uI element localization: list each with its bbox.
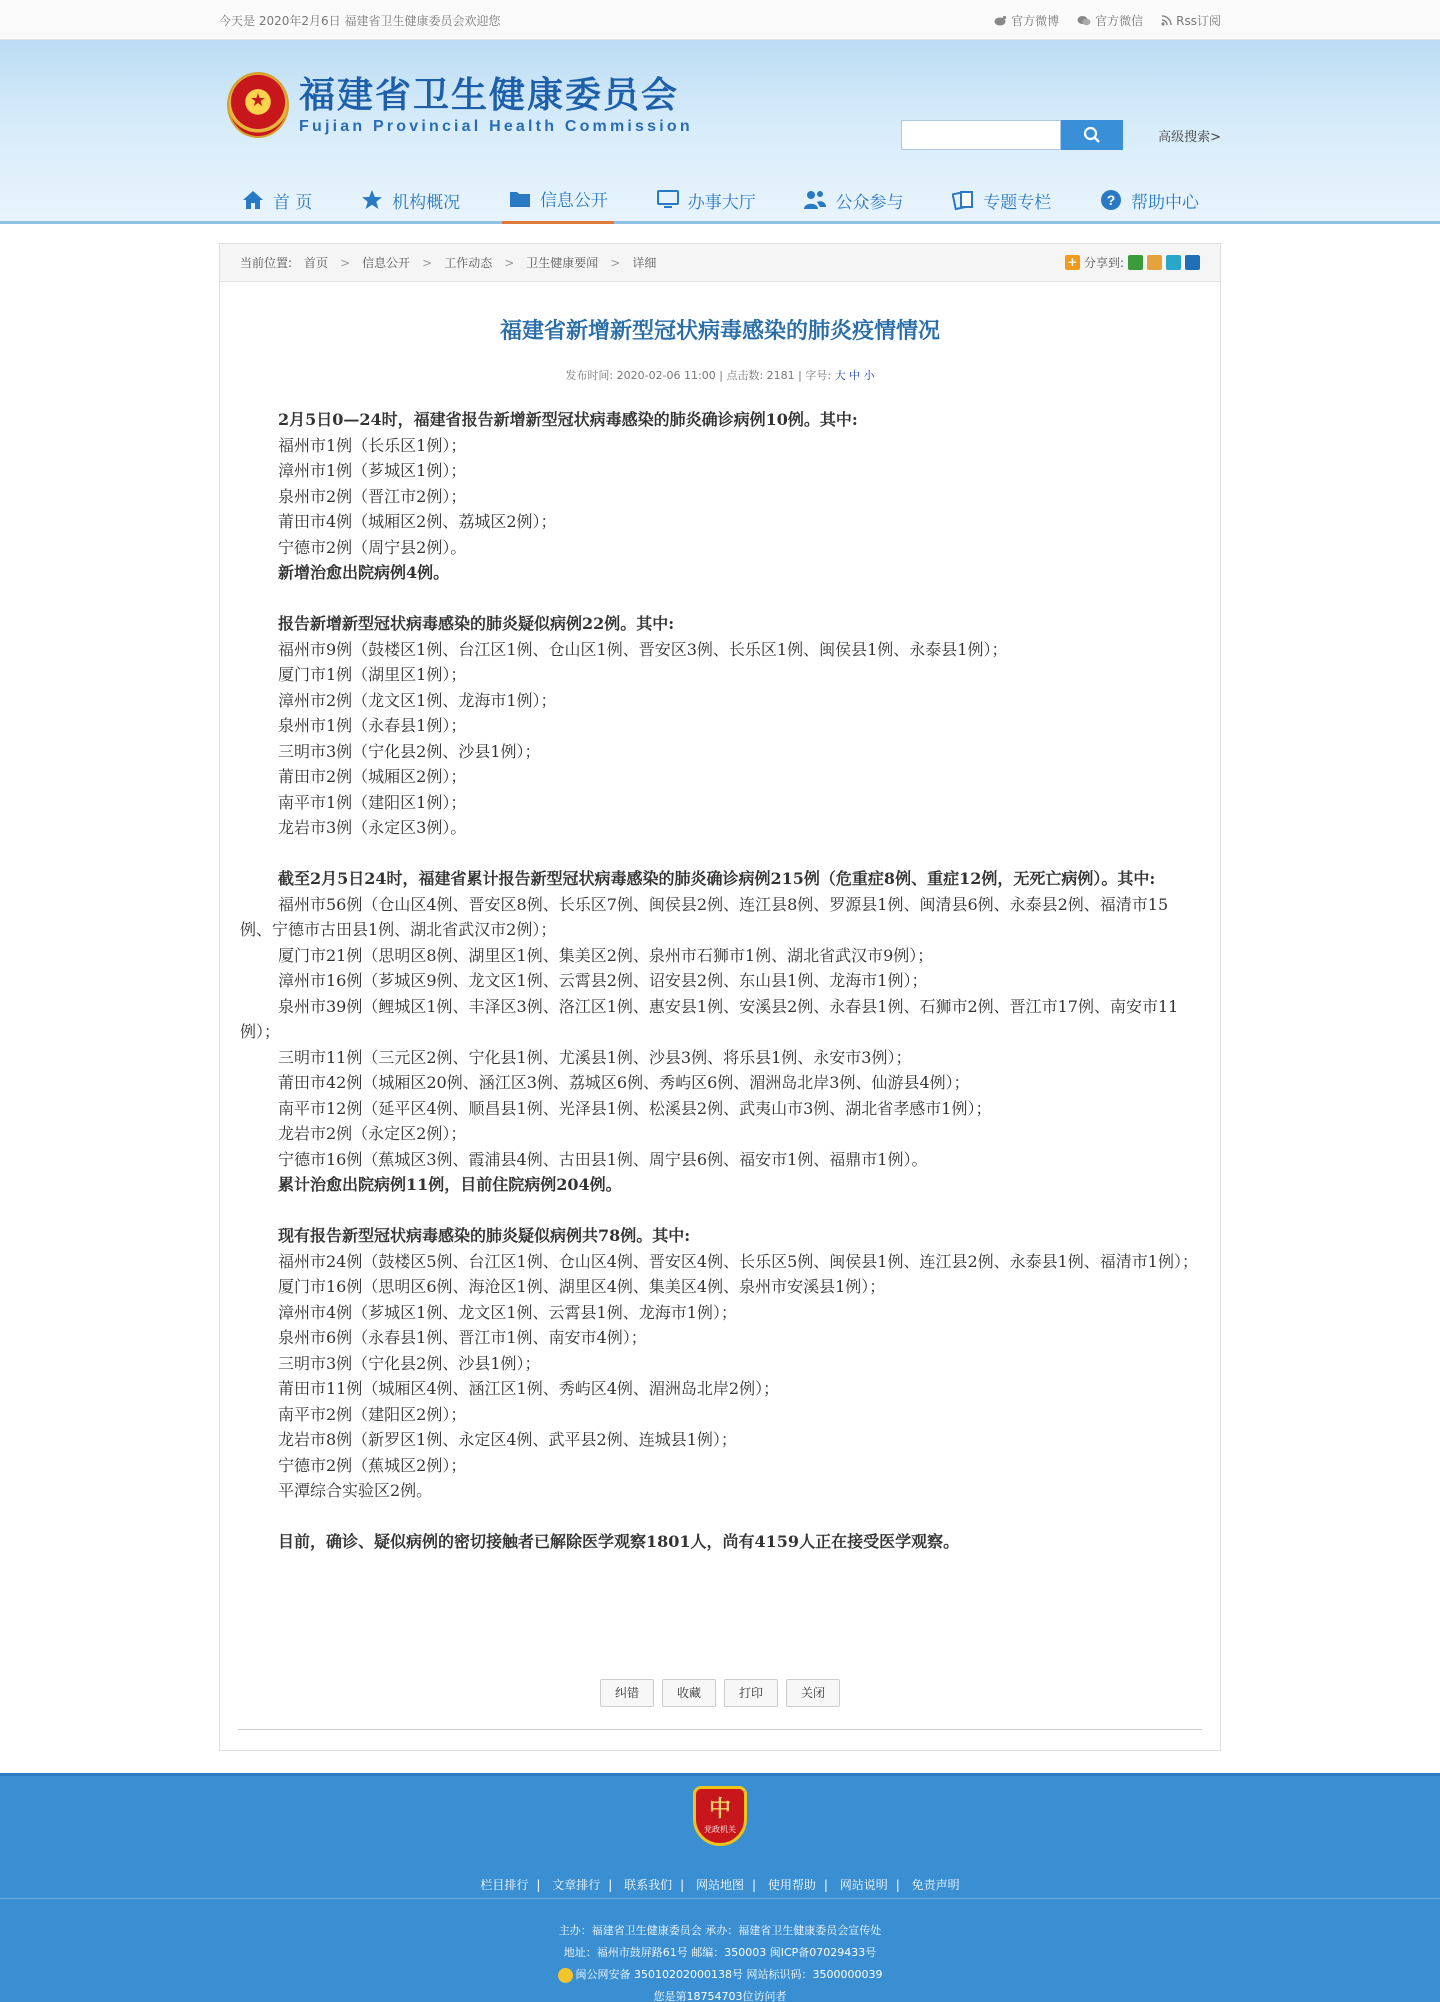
article-paragraph: 福州市24例（鼓楼区5例、台江区1例、仓山区4例、晋安区4例、长乐区5例、闽侯县1例、连江县2例、永泰县1例、福清市1例）； <box>278 1251 1198 1271</box>
article-paragraph: 泉州市39例（鲤城区1例、丰泽区3例、洛江区1例、惠安县1例、安溪县2例、永春县1例、石狮市2例、晋江市17例、南安市11例）； <box>240 996 1179 1041</box>
content-panel <box>219 243 1221 1751</box>
nav-help-center[interactable] <box>1093 176 1205 224</box>
rss-label: Rss订阅 <box>1176 13 1221 28</box>
site-title: 福建省卫生健康委员会 <box>299 75 680 116</box>
nav-topics-label: 专题专栏 <box>983 192 1052 213</box>
published-label: 发布时间: <box>565 369 614 382</box>
chevron-right-icon: > <box>610 255 621 270</box>
font-large-button[interactable]: 大 <box>834 369 846 382</box>
article-paragraph: 福州市1例（长乐区1例）； <box>278 435 467 455</box>
favorite-button[interactable]: 收藏 <box>662 1679 716 1707</box>
article-paragraph: 截至2月5日24时，福建省累计报告新型冠状病毒感染的肺炎确诊病例215例（危重症8例、重症12例，无死亡病例）。其中: <box>278 869 1156 888</box>
footer-link-article-rank[interactable]: 文章排行 <box>552 1878 601 1892</box>
advanced-search-link[interactable]: 高级搜索> <box>1158 130 1221 145</box>
chevron-right-icon: > <box>340 255 351 270</box>
share-plus-icon[interactable]: + <box>1065 255 1080 270</box>
font-medium-button[interactable]: 中 <box>849 369 861 382</box>
footer-links: 栏目排行 | 文章排行 | 联系我们 | 网站地图 | 使用帮助 | 网站说明 | 免责声明 <box>480 1878 960 1892</box>
article-paragraph: 三明市3例（宁化县2例、沙县1例）； <box>278 1353 541 1373</box>
article-paragraph: 南平市2例（建阳区2例）； <box>278 1404 467 1424</box>
article-paragraph: 新增治愈出院病例4例。 <box>278 563 450 582</box>
search-box <box>901 120 1123 150</box>
monitor-icon <box>656 188 680 212</box>
search-button[interactable] <box>1061 120 1123 150</box>
footer-sponsor: 主办：福建省卫生健康委员会 承办：福建省卫生健康委员会宣传处 <box>558 1924 882 1937</box>
article-paragraph: 报告新增新型冠状病毒感染的肺炎疑似病例22例。其中: <box>278 614 675 633</box>
print-button[interactable]: 打印 <box>724 1679 778 1707</box>
article-paragraph: 现有报告新型冠状病毒感染的肺炎疑似病例共78例。其中: <box>278 1226 691 1245</box>
article-paragraph: 目前，确诊、疑似病例的密切接触者已解除医学观察1801人，尚有4159人正在接受医学观察。 <box>278 1532 960 1551</box>
share-qzone-icon[interactable] <box>1128 255 1143 270</box>
footer-police-text[interactable]: 闽公网安备 35010202000138号 网站标识码：3500000039 <box>575 1968 883 1981</box>
article-title: 福建省新增新型冠状病毒感染的肺炎疫情情况 <box>499 318 940 344</box>
article-paragraph: 福州市56例（仓山区4例、晋安区8例、长乐区7例、闽侯县2例、连江县8例、罗源县1例、闽清县6例、永泰县2例、福清市15例、宁德市古田县1例、湖北省武汉市2例）； <box>240 894 1169 939</box>
article-body <box>220 383 1220 1555</box>
paragraph-gap <box>240 1198 1198 1224</box>
share-weibo-icon[interactable] <box>1147 255 1162 270</box>
nav-special-topics[interactable] <box>945 176 1057 224</box>
published-date: 2020-02-06 11:00 <box>616 369 716 382</box>
share-renren-icon[interactable] <box>1185 255 1200 270</box>
footer-link-disclaimer[interactable]: 免责声明 <box>911 1878 960 1892</box>
paragraph-gap <box>240 841 1198 867</box>
views-count: 2181 <box>766 369 795 382</box>
article-paragraph: 南平市1例（建阳区1例）； <box>278 792 467 812</box>
article-paragraph: 宁德市2例（周宁县2例）。 <box>278 537 467 557</box>
breadcrumb-current: 详细 <box>632 256 657 270</box>
search-icon <box>1083 126 1101 144</box>
nav-about-label: 机构概况 <box>392 192 461 213</box>
article-paragraph: 莆田市42例（城厢区20例、涵江区3例、荔城区6例、秀屿区6例、湄洲岛北岸3例、仙游县4例）； <box>278 1073 970 1092</box>
chevron-right-icon: > <box>504 255 515 270</box>
nav-public-label: 公众参与 <box>835 192 904 213</box>
nav-info-disclosure[interactable] <box>502 176 614 224</box>
party-government-badge-icon[interactable] <box>693 1786 747 1846</box>
wechat-label: 官方微信 <box>1095 13 1144 28</box>
site-subtitle: Fujian Provincial Health Commission <box>299 118 693 135</box>
breadcrumb-home[interactable]: 首页 <box>304 256 329 270</box>
breadcrumb-info-disclosure[interactable]: 信息公开 <box>362 256 411 270</box>
wechat-icon <box>1077 15 1091 26</box>
article-paragraph: 龙岩市8例（新罗区1例、永定区4例、武平县2例、连城县1例）； <box>278 1430 737 1449</box>
article-paragraph: 漳州市16例（芗城区9例、龙文区1例、云霄县2例、诏安县2例、东山县1例、龙海市1例）； <box>278 971 928 990</box>
top-bar <box>0 0 1440 40</box>
article-paragraph: 福州市9例（鼓楼区1例、台江区1例、仓山区1例、晋安区3例、长乐区1例、闽侯县1例、永泰县1例）； <box>278 639 1008 659</box>
article-paragraph: 厦门市21例（思明区8例、湖里区1例、集美区2例、泉州市石狮市1例、湖北省武汉市9例）； <box>278 945 934 965</box>
footer-link-help[interactable]: 使用帮助 <box>767 1878 816 1892</box>
footer-police-record <box>0 1964 1440 1986</box>
question-icon <box>1099 188 1123 212</box>
top-links <box>994 12 1221 29</box>
footer-divider <box>0 1898 1440 1899</box>
article-paragraph: 龙岩市3例（永定区3例）。 <box>278 818 467 837</box>
views-label: 点击数: <box>726 369 764 382</box>
correct-button[interactable]: 纠错 <box>600 1679 654 1707</box>
nav-home-label: 首 页 <box>273 192 313 213</box>
site-header <box>0 40 1440 224</box>
breadcrumb-work-news[interactable]: 工作动态 <box>444 256 493 270</box>
article-paragraph: 莆田市11例（城厢区4例、涵江区1例、秀屿区4例、湄洲岛北岸2例）； <box>278 1379 780 1398</box>
police-badge-icon <box>558 1968 573 1983</box>
star-icon <box>360 188 384 212</box>
paragraph-gap <box>240 586 1198 612</box>
badge-char: 中 <box>708 1796 731 1822</box>
article-paragraph: 厦门市16例（思明区6例、海沧区1例、湖里区4例、集美区4例、泉州市安溪县1例）； <box>278 1277 886 1296</box>
footer-address: 地址：福州市鼓屏路61号 邮编：350003 闽ICP备07029433号 <box>563 1946 877 1959</box>
welcome-text: 今天是 2020年2月6日 福建省卫生健康委员会欢迎您 <box>219 13 501 28</box>
weibo-link[interactable] <box>994 12 1059 29</box>
svg-text:?: ? <box>1106 192 1116 208</box>
badge-text: 党政机关 <box>704 1824 736 1834</box>
people-icon <box>803 188 827 212</box>
rss-link[interactable] <box>1161 12 1221 29</box>
breadcrumb-health-news[interactable]: 卫生健康要闻 <box>526 256 599 270</box>
main-nav <box>219 176 1221 224</box>
article-meta: 发布时间: 2020-02-06 11:00 | 点击数: 2181 | 字号: 大 中 小 <box>565 369 875 382</box>
national-emblem-icon <box>227 72 289 138</box>
nav-public-participation[interactable] <box>797 176 909 224</box>
site-logo[interactable] <box>227 72 693 138</box>
article-paragraph: 三明市11例（三元区2例、宁化县1例、尤溪县1例、沙县3例、将乐县1例、永安市3例）； <box>278 1047 912 1067</box>
share-tencent-icon[interactable] <box>1166 255 1181 270</box>
action-buttons <box>220 1679 1220 1707</box>
article-paragraph: 泉州市1例（永春县1例）； <box>278 716 467 735</box>
footer-link-sitemap[interactable]: 网站地图 <box>695 1878 744 1892</box>
article-paragraph: 漳州市2例（龙文区1例、龙海市1例）； <box>278 690 557 710</box>
weibo-label: 官方微博 <box>1011 13 1060 28</box>
search-input[interactable] <box>901 120 1061 150</box>
chevron-right-icon: > <box>422 255 433 270</box>
nav-about[interactable] <box>354 176 466 224</box>
cards-icon <box>951 188 975 212</box>
fontsize-label: 字号: <box>805 369 832 382</box>
breadcrumb-prefix: 当前位置: <box>240 256 293 270</box>
article-paragraph: 平潭综合实验区2例。 <box>278 1481 433 1500</box>
divider <box>238 1729 1202 1730</box>
footer-link-about[interactable]: 网站说明 <box>839 1878 888 1892</box>
share-label: 分享到: <box>1083 256 1124 270</box>
footer-visitor-count: 您是第18754703位访问者 <box>653 1990 787 2002</box>
article-paragraph: 厦门市1例（湖里区1例）； <box>278 665 467 684</box>
breadcrumb <box>220 244 1220 282</box>
nav-service-label: 办事大厅 <box>687 192 756 213</box>
rss-icon <box>1161 15 1172 26</box>
wechat-link[interactable] <box>1077 12 1143 29</box>
article-paragraph: 莆田市2例（城厢区2例）； <box>278 767 467 786</box>
paragraph-gap <box>240 1504 1198 1530</box>
folder-icon <box>508 187 532 211</box>
article-paragraph: 2月5日0—24时，福建省报告新增新型冠状病毒感染的肺炎确诊病例10例。其中: <box>278 410 858 429</box>
article-paragraph: 漳州市1例（芗城区1例）； <box>278 461 467 480</box>
article-paragraph: 宁德市16例（蕉城区3例、霞浦县4例、古田县1例、周宁县6例、福安市1例、福鼎市1例）。 <box>278 1149 928 1169</box>
article-paragraph: 南平市12例（延平区4例、顺昌县1例、光泽县1例、松溪县2例、武夷山市3例、湖北省孝感市1例）； <box>278 1098 992 1118</box>
article-paragraph: 宁德市2例（蕉城区2例）； <box>278 1455 467 1475</box>
article-paragraph: 泉州市2例（晋江市2例）； <box>278 486 467 506</box>
footer-info <box>0 1920 1440 2002</box>
article-paragraph: 泉州市6例（永春县1例、晋江市1例、南安市4例）； <box>278 1328 647 1347</box>
share-bar <box>1065 254 1200 271</box>
nav-help-label: 帮助中心 <box>1131 192 1199 213</box>
footer-link-column-rank[interactable]: 栏目排行 <box>480 1878 529 1892</box>
site-footer <box>0 1773 1440 2002</box>
article-paragraph: 莆田市4例（城厢区2例、荔城区2例）； <box>278 512 557 531</box>
article-paragraph: 漳州市4例（芗城区1例、龙文区1例、云霄县1例、龙海市1例）； <box>278 1302 737 1322</box>
nav-home[interactable] <box>235 176 318 224</box>
article-paragraph: 龙岩市2例（永定区2例）； <box>278 1124 467 1143</box>
nav-service-hall[interactable] <box>650 176 762 224</box>
close-button[interactable]: 关闭 <box>786 1679 840 1707</box>
footer-link-contact[interactable]: 联系我们 <box>624 1878 673 1892</box>
weibo-icon <box>994 15 1007 26</box>
font-small-button[interactable]: 小 <box>863 369 875 382</box>
article-paragraph: 三明市3例（宁化县2例、沙县1例）； <box>278 741 541 761</box>
article-paragraph: 累计治愈出院病例11例，目前住院病例204例。 <box>278 1175 622 1194</box>
nav-info-label: 信息公开 <box>539 191 608 211</box>
home-icon <box>241 188 265 212</box>
